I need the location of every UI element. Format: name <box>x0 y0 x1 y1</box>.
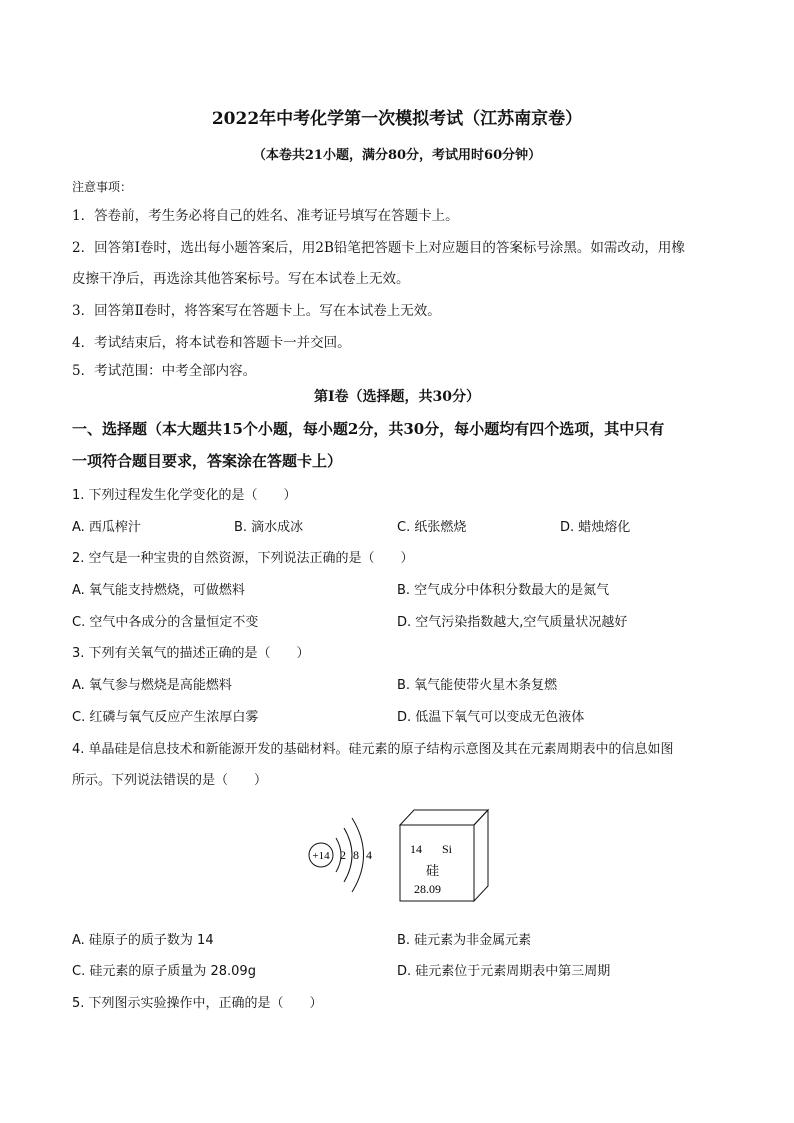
notice-item-2: 2．回答第Ⅰ卷时，选出每小题答案后，用2B铅笔把答题卡上对应题目的答案标号涂黑。如需改动，用橡 <box>72 240 685 256</box>
notice-item-2-cont: 皮擦干净后，再选涂其他答案标号。写在本试卷上无效。 <box>72 271 410 287</box>
nucleus-charge: +14 <box>312 850 330 862</box>
element-box-top <box>400 810 488 825</box>
question-4-stem-line2: 所示。下列说法错误的是（ ） <box>72 773 268 788</box>
q1-option-d: D. 蜡烛熔化 <box>560 520 631 535</box>
part-title: 第Ⅰ卷（选择题，共30分） <box>313 389 481 405</box>
notice-heading: 注意事项： <box>72 180 133 194</box>
notice-item-3: 3．回答第Ⅱ卷时，将答案写在答题卡上。写在本试卷上无效。 <box>72 303 441 319</box>
q4-option-b: B. 硅元素为非金属元素 <box>397 933 532 948</box>
section-heading-line2: 一项符合题目要求，答案涂在答题卡上） <box>72 452 343 470</box>
q3-option-c: C. 红磷与氧气反应产生浓厚白雾 <box>72 710 259 725</box>
q4-option-d: D. 硅元素位于元素周期表中第三周期 <box>397 964 611 979</box>
element-box-side <box>474 810 488 901</box>
q2-option-b: B. 空气成分中体积分数最大的是氮气 <box>397 583 610 598</box>
shell-1-count: 2 <box>340 848 346 862</box>
element-atomic-number: 14 <box>410 842 422 856</box>
notice-item-5: 5．考试范围：中考全部内容。 <box>72 363 257 379</box>
q3-option-a: A. 氧气参与燃烧是高能燃料 <box>72 678 232 693</box>
silicon-diagram <box>300 800 500 910</box>
shell-3-count: 4 <box>366 848 372 862</box>
q2-option-c: C. 空气中各成分的含量恒定不变 <box>72 615 259 630</box>
element-mass: 28.09 <box>414 882 441 896</box>
q3-option-d: D. 低温下氧气可以变成无色液体 <box>397 710 585 725</box>
element-name: 硅 <box>426 864 440 879</box>
question-2-stem: 2. 空气是一种宝贵的自然资源，下列说法正确的是（ ） <box>72 551 414 566</box>
question-4-stem-line1: 4. 单晶硅是信息技术和新能源开发的基础材料。硅元素的原子结构示意图及其在元素周期表中的信息如图 <box>72 742 674 757</box>
question-1-stem: 1. 下列过程发生化学变化的是（ ） <box>72 488 297 503</box>
notice-item-1: 1．答卷前，考生务必将自己的姓名、准考证号填写在答题卡上。 <box>72 208 459 224</box>
q1-option-b: B. 滴水成冰 <box>234 520 304 535</box>
q4-option-c: C. 硅元素的原子质量为 28.09g <box>72 964 256 979</box>
section-heading-line1: 一、选择题（本大题共15个小题，每小题2分，共30分，每小题均有四个选项，其中只有 <box>72 420 665 438</box>
q3-option-b: B. 氧气能使带火星木条复燃 <box>397 678 558 693</box>
q2-option-a: A. 氧气能支持燃烧，可做燃料 <box>72 583 245 598</box>
notice-item-4: 4．考试结束后，将本试卷和答题卡一并交回。 <box>72 335 351 351</box>
page-title: 2022年中考化学第一次模拟考试（江苏南京卷） <box>211 109 583 129</box>
shell-2-count: 8 <box>353 848 359 862</box>
question-3-stem: 3. 下列有关氧气的描述正确的是（ ） <box>72 646 310 661</box>
q1-option-c: C. 纸张燃烧 <box>397 520 467 535</box>
q1-option-a: A. 西瓜榨汁 <box>72 520 141 535</box>
q4-option-a: A. 硅原子的质子数为 14 <box>72 933 214 948</box>
q2-option-d: D. 空气污染指数越大,空气质量状况越好 <box>397 615 628 630</box>
element-symbol: Si <box>442 842 453 856</box>
page-subtitle: （本卷共21小题，满分80分，考试用时60分钟） <box>252 148 542 163</box>
question-5-stem: 5. 下列图示实验操作中，正确的是（ ） <box>72 996 323 1011</box>
